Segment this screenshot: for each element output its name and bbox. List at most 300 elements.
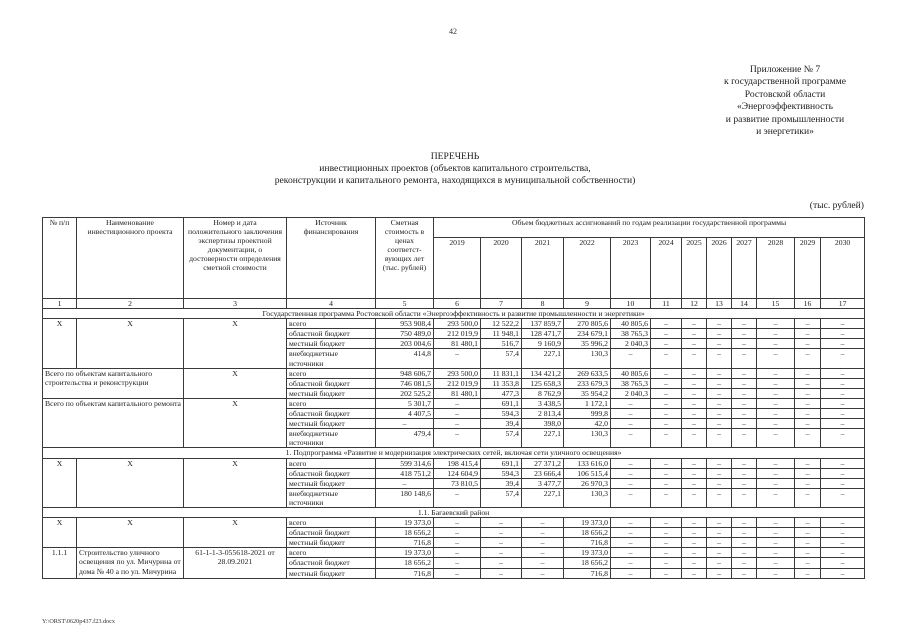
funding-source-cell: внебюджетные источники bbox=[287, 429, 376, 448]
year-header: 2023 bbox=[611, 238, 651, 299]
value-cell: – bbox=[434, 349, 481, 368]
table-row bbox=[43, 518, 865, 528]
value-cell: – bbox=[795, 419, 821, 429]
value-cell: – bbox=[821, 518, 865, 528]
appendix-line: Ростовской области bbox=[744, 88, 826, 100]
value-cell: 81 480,1 bbox=[434, 388, 481, 398]
value-cell: – bbox=[434, 528, 481, 538]
value-cell: 691,1 bbox=[481, 398, 522, 408]
value-cell: – bbox=[682, 368, 707, 378]
value-cell: – bbox=[434, 548, 481, 558]
value-cell: – bbox=[651, 398, 682, 408]
funding-source-cell: областной бюджет bbox=[287, 409, 376, 419]
value-cell: 11 948,1 bbox=[481, 329, 522, 339]
value-cell: – bbox=[651, 378, 682, 388]
section-title: Государственная программа Ростовской области «Энергоэффективность и развитие промышленности и энергетики» bbox=[43, 309, 865, 319]
value-cell: 3 477,7 bbox=[522, 478, 564, 488]
value-cell: – bbox=[651, 388, 682, 398]
value-cell: 9 160,9 bbox=[522, 339, 564, 349]
column-number: 16 bbox=[795, 299, 821, 309]
value-cell: – bbox=[707, 329, 732, 339]
value-cell: – bbox=[757, 409, 795, 419]
value-cell: 8 762,9 bbox=[522, 388, 564, 398]
value-cell: – bbox=[707, 429, 732, 448]
value-cell: – bbox=[821, 409, 865, 419]
value-cell: – bbox=[757, 458, 795, 468]
value-cell: – bbox=[707, 458, 732, 468]
value-cell: 5 301,7 bbox=[376, 398, 434, 408]
funding-source-cell: всего bbox=[287, 319, 376, 329]
value-cell: 23 666,4 bbox=[522, 468, 564, 478]
value-cell: – bbox=[707, 548, 732, 558]
value-cell: 4 407,5 bbox=[376, 409, 434, 419]
value-cell: 2 040,3 bbox=[611, 388, 651, 398]
value-cell: – bbox=[757, 548, 795, 558]
value-cell: – bbox=[522, 528, 564, 538]
value-cell: 137 859,7 bbox=[522, 319, 564, 329]
value-cell: – bbox=[732, 429, 757, 448]
value-cell: 479,4 bbox=[376, 429, 434, 448]
value-cell: 124 604,9 bbox=[434, 468, 481, 478]
value-cell: – bbox=[821, 468, 865, 478]
value-cell: 57,4 bbox=[481, 349, 522, 368]
value-cell: – bbox=[757, 388, 795, 398]
column-number: 8 bbox=[522, 299, 564, 309]
value-cell: – bbox=[434, 518, 481, 528]
value-cell: – bbox=[611, 528, 651, 538]
project-name-cell: Х bbox=[77, 518, 184, 548]
value-cell: 2 813,4 bbox=[522, 409, 564, 419]
funding-source-cell: всего bbox=[287, 518, 376, 528]
title-line: инвестиционных проектов (объектов капитального строительства, bbox=[319, 163, 591, 175]
value-cell: – bbox=[651, 368, 682, 378]
value-cell: – bbox=[821, 319, 865, 329]
appendix-line: и развитие промышленности bbox=[725, 113, 845, 125]
value-cell: 227,1 bbox=[522, 488, 564, 507]
value-cell: 130,3 bbox=[564, 488, 611, 507]
value-cell: – bbox=[651, 409, 682, 419]
value-cell: 293 500,0 bbox=[434, 319, 481, 329]
value-cell: – bbox=[611, 488, 651, 507]
value-cell: – bbox=[434, 419, 481, 429]
value-cell: – bbox=[707, 538, 732, 548]
value-cell: – bbox=[611, 429, 651, 448]
value-cell: – bbox=[732, 378, 757, 388]
value-cell: – bbox=[611, 538, 651, 548]
value-cell: – bbox=[651, 329, 682, 339]
value-cell: 73 810,5 bbox=[434, 478, 481, 488]
value-cell: – bbox=[795, 349, 821, 368]
value-cell: – bbox=[795, 388, 821, 398]
value-cell: – bbox=[795, 368, 821, 378]
value-cell: – bbox=[682, 419, 707, 429]
value-cell: – bbox=[651, 349, 682, 368]
value-cell: – bbox=[732, 528, 757, 538]
value-cell: – bbox=[757, 429, 795, 448]
value-cell: – bbox=[481, 568, 522, 578]
value-cell: – bbox=[795, 319, 821, 329]
value-cell: 11 353,8 bbox=[481, 378, 522, 388]
funding-source-cell: областной бюджет bbox=[287, 378, 376, 388]
value-cell: – bbox=[481, 518, 522, 528]
value-cell: 691,1 bbox=[481, 458, 522, 468]
value-cell: – bbox=[481, 558, 522, 568]
value-cell: – bbox=[821, 349, 865, 368]
value-cell: 18 656,2 bbox=[376, 528, 434, 538]
value-cell: – bbox=[707, 568, 732, 578]
header-source: Источник финансирования bbox=[287, 218, 376, 299]
value-cell: – bbox=[434, 429, 481, 448]
value-cell: 477,3 bbox=[481, 388, 522, 398]
year-header: 2025 bbox=[682, 238, 707, 299]
value-cell: – bbox=[707, 368, 732, 378]
value-cell: – bbox=[651, 568, 682, 578]
value-cell: – bbox=[795, 488, 821, 507]
value-cell: – bbox=[434, 398, 481, 408]
value-cell: 39,4 bbox=[481, 478, 522, 488]
value-cell: – bbox=[682, 349, 707, 368]
value-cell: 594,3 bbox=[481, 468, 522, 478]
value-cell: – bbox=[757, 368, 795, 378]
value-cell: – bbox=[821, 368, 865, 378]
value-cell: – bbox=[732, 398, 757, 408]
value-cell: 227,1 bbox=[522, 349, 564, 368]
value-cell: 516,7 bbox=[481, 339, 522, 349]
funding-source-cell: областной бюджет bbox=[287, 468, 376, 478]
value-cell: – bbox=[682, 518, 707, 528]
value-cell: – bbox=[611, 409, 651, 419]
value-cell: – bbox=[795, 538, 821, 548]
value-cell: 128 471,7 bbox=[522, 329, 564, 339]
section-row bbox=[43, 448, 865, 458]
value-cell: – bbox=[682, 329, 707, 339]
value-cell: – bbox=[732, 518, 757, 528]
value-cell: 234 679,1 bbox=[564, 329, 611, 339]
value-cell: 130,3 bbox=[564, 429, 611, 448]
value-cell: – bbox=[757, 528, 795, 538]
value-cell: 202 525,2 bbox=[376, 388, 434, 398]
section-title: 1.1. Багаевский район bbox=[43, 507, 865, 517]
value-cell: – bbox=[611, 349, 651, 368]
value-cell: 106 515,4 bbox=[564, 468, 611, 478]
value-cell: – bbox=[757, 468, 795, 478]
value-cell: – bbox=[651, 458, 682, 468]
value-cell: – bbox=[732, 409, 757, 419]
funding-source-cell: внебюджетные источники bbox=[287, 349, 376, 368]
value-cell: 198 415,4 bbox=[434, 458, 481, 468]
funding-source-cell: местный бюджет bbox=[287, 478, 376, 488]
value-cell: 11 831,1 bbox=[481, 368, 522, 378]
value-cell: – bbox=[795, 458, 821, 468]
value-cell: – bbox=[821, 419, 865, 429]
value-cell: – bbox=[795, 528, 821, 538]
row-number-cell: 1.1.1 bbox=[43, 548, 77, 578]
value-cell: – bbox=[732, 458, 757, 468]
table-row bbox=[43, 548, 865, 558]
value-cell: – bbox=[732, 468, 757, 478]
value-cell: – bbox=[651, 488, 682, 507]
year-header: 2020 bbox=[481, 238, 522, 299]
value-cell: – bbox=[434, 538, 481, 548]
value-cell: 716,8 bbox=[564, 538, 611, 548]
value-cell: – bbox=[707, 319, 732, 329]
value-cell: – bbox=[821, 429, 865, 448]
value-cell: 227,1 bbox=[522, 429, 564, 448]
value-cell: 18 656,2 bbox=[564, 558, 611, 568]
value-cell: – bbox=[376, 478, 434, 488]
value-cell: 130,3 bbox=[564, 349, 611, 368]
value-cell: – bbox=[821, 478, 865, 488]
value-cell: – bbox=[821, 558, 865, 568]
section-row bbox=[43, 309, 865, 319]
value-cell: – bbox=[795, 518, 821, 528]
project-name-cell: Строительство уличного освещения по ул. Мичурина от дома № 40 а по ул. Мичурина bbox=[77, 548, 184, 578]
value-cell: – bbox=[732, 568, 757, 578]
value-cell: – bbox=[682, 458, 707, 468]
value-cell: – bbox=[707, 419, 732, 429]
value-cell: 18 656,2 bbox=[376, 558, 434, 568]
value-cell: – bbox=[611, 548, 651, 558]
value-cell: – bbox=[821, 398, 865, 408]
value-cell: – bbox=[732, 558, 757, 568]
value-cell: – bbox=[682, 378, 707, 388]
value-cell: – bbox=[707, 349, 732, 368]
value-cell: – bbox=[707, 488, 732, 507]
value-cell: – bbox=[682, 319, 707, 329]
value-cell: 81 480,1 bbox=[434, 339, 481, 349]
value-cell: – bbox=[651, 468, 682, 478]
header-expert: Номер и дата положительного заключения экспертизы проектной документации, о достоверности определения сметной стоимости bbox=[184, 218, 287, 299]
value-cell: – bbox=[611, 458, 651, 468]
value-cell: 57,4 bbox=[481, 488, 522, 507]
value-cell: 269 633,5 bbox=[564, 368, 611, 378]
value-cell: 293 500,0 bbox=[434, 368, 481, 378]
title-heading: ПЕРЕЧЕНЬ bbox=[430, 151, 480, 162]
appendix-line: «Энергоэффективность bbox=[736, 101, 833, 113]
value-cell: – bbox=[732, 339, 757, 349]
value-cell: 750 489,0 bbox=[376, 329, 434, 339]
value-cell: 716,8 bbox=[376, 568, 434, 578]
column-number: 13 bbox=[707, 299, 732, 309]
value-cell: – bbox=[522, 548, 564, 558]
file-path-footer: Y:\ORST\0620p437.f23.docx bbox=[42, 618, 115, 625]
value-cell: – bbox=[707, 518, 732, 528]
value-cell: – bbox=[481, 528, 522, 538]
value-cell: – bbox=[682, 388, 707, 398]
funding-source-cell: всего bbox=[287, 398, 376, 408]
funding-source-cell: всего bbox=[287, 548, 376, 558]
value-cell: 270 805,6 bbox=[564, 319, 611, 329]
value-cell: – bbox=[732, 319, 757, 329]
value-cell: – bbox=[795, 409, 821, 419]
column-number: 10 bbox=[611, 299, 651, 309]
value-cell: 746 081,5 bbox=[376, 378, 434, 388]
value-cell: – bbox=[682, 528, 707, 538]
value-cell: – bbox=[821, 378, 865, 388]
value-cell: – bbox=[707, 478, 732, 488]
value-cell: – bbox=[757, 339, 795, 349]
expert-conclusion-cell: Х bbox=[184, 319, 287, 368]
value-cell: – bbox=[434, 558, 481, 568]
table-row bbox=[43, 319, 865, 329]
funding-source-cell: всего bbox=[287, 458, 376, 468]
value-cell: 38 765,3 bbox=[611, 378, 651, 388]
value-cell: – bbox=[651, 429, 682, 448]
value-cell: – bbox=[707, 388, 732, 398]
value-cell: – bbox=[651, 339, 682, 349]
value-cell: – bbox=[757, 419, 795, 429]
column-number: 1 bbox=[43, 299, 77, 309]
value-cell: – bbox=[732, 349, 757, 368]
column-number: 3 bbox=[184, 299, 287, 309]
value-cell: 38 765,3 bbox=[611, 329, 651, 339]
appendix-line: и энергетики» bbox=[756, 126, 814, 138]
header-volume: Объем бюджетных ассигнований по годам реализации государственной программы bbox=[434, 218, 865, 238]
value-cell: 180 148,6 bbox=[376, 488, 434, 507]
value-cell: – bbox=[757, 478, 795, 488]
value-cell: – bbox=[611, 568, 651, 578]
funding-source-cell: областной бюджет bbox=[287, 329, 376, 339]
value-cell: 418 751,2 bbox=[376, 468, 434, 478]
section-title: 1. Подпрограмма «Развитие и модернизация электрических сетей, включая сети уличного освещения» bbox=[43, 448, 865, 458]
value-cell: 19 373,0 bbox=[564, 518, 611, 528]
value-cell: 716,8 bbox=[564, 568, 611, 578]
expert-conclusion-cell: Х bbox=[184, 398, 287, 447]
value-cell: – bbox=[707, 528, 732, 538]
page-number: 42 bbox=[449, 27, 457, 36]
year-header: 2028 bbox=[757, 238, 795, 299]
value-cell: – bbox=[795, 548, 821, 558]
value-cell: 19 373,0 bbox=[376, 518, 434, 528]
value-cell: – bbox=[732, 368, 757, 378]
value-cell: – bbox=[611, 478, 651, 488]
value-cell: 594,3 bbox=[481, 409, 522, 419]
value-cell: 948 606,7 bbox=[376, 368, 434, 378]
column-number: 12 bbox=[682, 299, 707, 309]
value-cell: 134 421,2 bbox=[522, 368, 564, 378]
header-name: Наименование инвестиционного проекта bbox=[77, 218, 184, 299]
document-title bbox=[160, 151, 750, 188]
value-cell: – bbox=[821, 339, 865, 349]
appendix-note bbox=[690, 64, 880, 138]
row-number-cell: Х bbox=[43, 518, 77, 548]
value-cell: – bbox=[682, 548, 707, 558]
value-cell: – bbox=[821, 538, 865, 548]
appendix-line: к государственной программе bbox=[724, 76, 846, 88]
value-cell: – bbox=[732, 478, 757, 488]
column-number: 2 bbox=[77, 299, 184, 309]
value-cell: – bbox=[682, 429, 707, 448]
expert-conclusion-cell: Х bbox=[184, 458, 287, 507]
funding-source-cell: местный бюджет bbox=[287, 339, 376, 349]
expert-conclusion-cell: 61-1-1-3-055618-2021 от 28.09.2021 bbox=[184, 548, 287, 578]
funding-source-cell: внебюджетные источники bbox=[287, 488, 376, 507]
title-line: реконструкции и капитального ремонта, находящихся в муниципальной собственности) bbox=[274, 175, 636, 187]
value-cell: – bbox=[522, 538, 564, 548]
project-name-cell: Всего по объектам капитального строительства и реконструкции bbox=[43, 368, 184, 398]
year-header: 2026 bbox=[707, 238, 732, 299]
value-cell: – bbox=[732, 548, 757, 558]
value-cell: – bbox=[732, 538, 757, 548]
value-cell: – bbox=[682, 538, 707, 548]
value-cell: – bbox=[651, 419, 682, 429]
value-cell: 39,4 bbox=[481, 419, 522, 429]
funding-source-cell: областной бюджет bbox=[287, 558, 376, 568]
value-cell: – bbox=[707, 398, 732, 408]
value-cell: – bbox=[757, 349, 795, 368]
value-cell: – bbox=[611, 518, 651, 528]
value-cell: – bbox=[611, 398, 651, 408]
year-header: 2021 bbox=[522, 238, 564, 299]
value-cell: – bbox=[522, 558, 564, 568]
value-cell: – bbox=[611, 419, 651, 429]
value-cell: – bbox=[757, 568, 795, 578]
value-cell: – bbox=[821, 568, 865, 578]
year-header: 2024 bbox=[651, 238, 682, 299]
value-cell: – bbox=[821, 488, 865, 507]
value-cell: – bbox=[707, 468, 732, 478]
year-header: 2022 bbox=[564, 238, 611, 299]
value-cell: – bbox=[757, 488, 795, 507]
value-cell: – bbox=[757, 329, 795, 339]
funding-source-cell: областной бюджет bbox=[287, 528, 376, 538]
investment-projects-table bbox=[42, 217, 865, 579]
value-cell: 35 996,2 bbox=[564, 339, 611, 349]
value-cell: – bbox=[757, 378, 795, 388]
value-cell: – bbox=[821, 528, 865, 538]
value-cell: – bbox=[732, 329, 757, 339]
value-cell: 398,0 bbox=[522, 419, 564, 429]
value-cell: – bbox=[651, 548, 682, 558]
column-number: 15 bbox=[757, 299, 795, 309]
year-header: 2027 bbox=[732, 238, 757, 299]
value-cell: – bbox=[611, 558, 651, 568]
year-header: 2029 bbox=[795, 238, 821, 299]
expert-conclusion-cell: Х bbox=[184, 518, 287, 548]
value-cell: – bbox=[682, 558, 707, 568]
value-cell: – bbox=[434, 409, 481, 419]
row-number-cell: Х bbox=[43, 319, 77, 368]
project-name-cell: Х bbox=[77, 319, 184, 368]
value-cell: 953 908,4 bbox=[376, 319, 434, 329]
value-cell: – bbox=[707, 339, 732, 349]
table-row bbox=[43, 368, 865, 378]
year-header: 2030 bbox=[821, 238, 865, 299]
value-cell: 414,8 bbox=[376, 349, 434, 368]
column-number: 9 bbox=[564, 299, 611, 309]
funding-source-cell: местный бюджет bbox=[287, 388, 376, 398]
value-cell: – bbox=[795, 378, 821, 388]
value-cell: – bbox=[611, 468, 651, 478]
value-cell: 26 970,3 bbox=[564, 478, 611, 488]
value-cell: 133 616,0 bbox=[564, 458, 611, 468]
value-cell: – bbox=[651, 538, 682, 548]
value-cell: – bbox=[682, 568, 707, 578]
value-cell: – bbox=[434, 568, 481, 578]
value-cell: – bbox=[821, 548, 865, 558]
value-cell: 999,8 bbox=[564, 409, 611, 419]
value-cell: – bbox=[651, 319, 682, 329]
column-number: 14 bbox=[732, 299, 757, 309]
value-cell: – bbox=[795, 329, 821, 339]
value-cell: 3 438,5 bbox=[522, 398, 564, 408]
value-cell: – bbox=[795, 478, 821, 488]
value-cell: – bbox=[522, 568, 564, 578]
year-header: 2019 bbox=[434, 238, 481, 299]
value-cell: 19 373,0 bbox=[376, 548, 434, 558]
value-cell: 233 679,3 bbox=[564, 378, 611, 388]
value-cell: 42,0 bbox=[564, 419, 611, 429]
